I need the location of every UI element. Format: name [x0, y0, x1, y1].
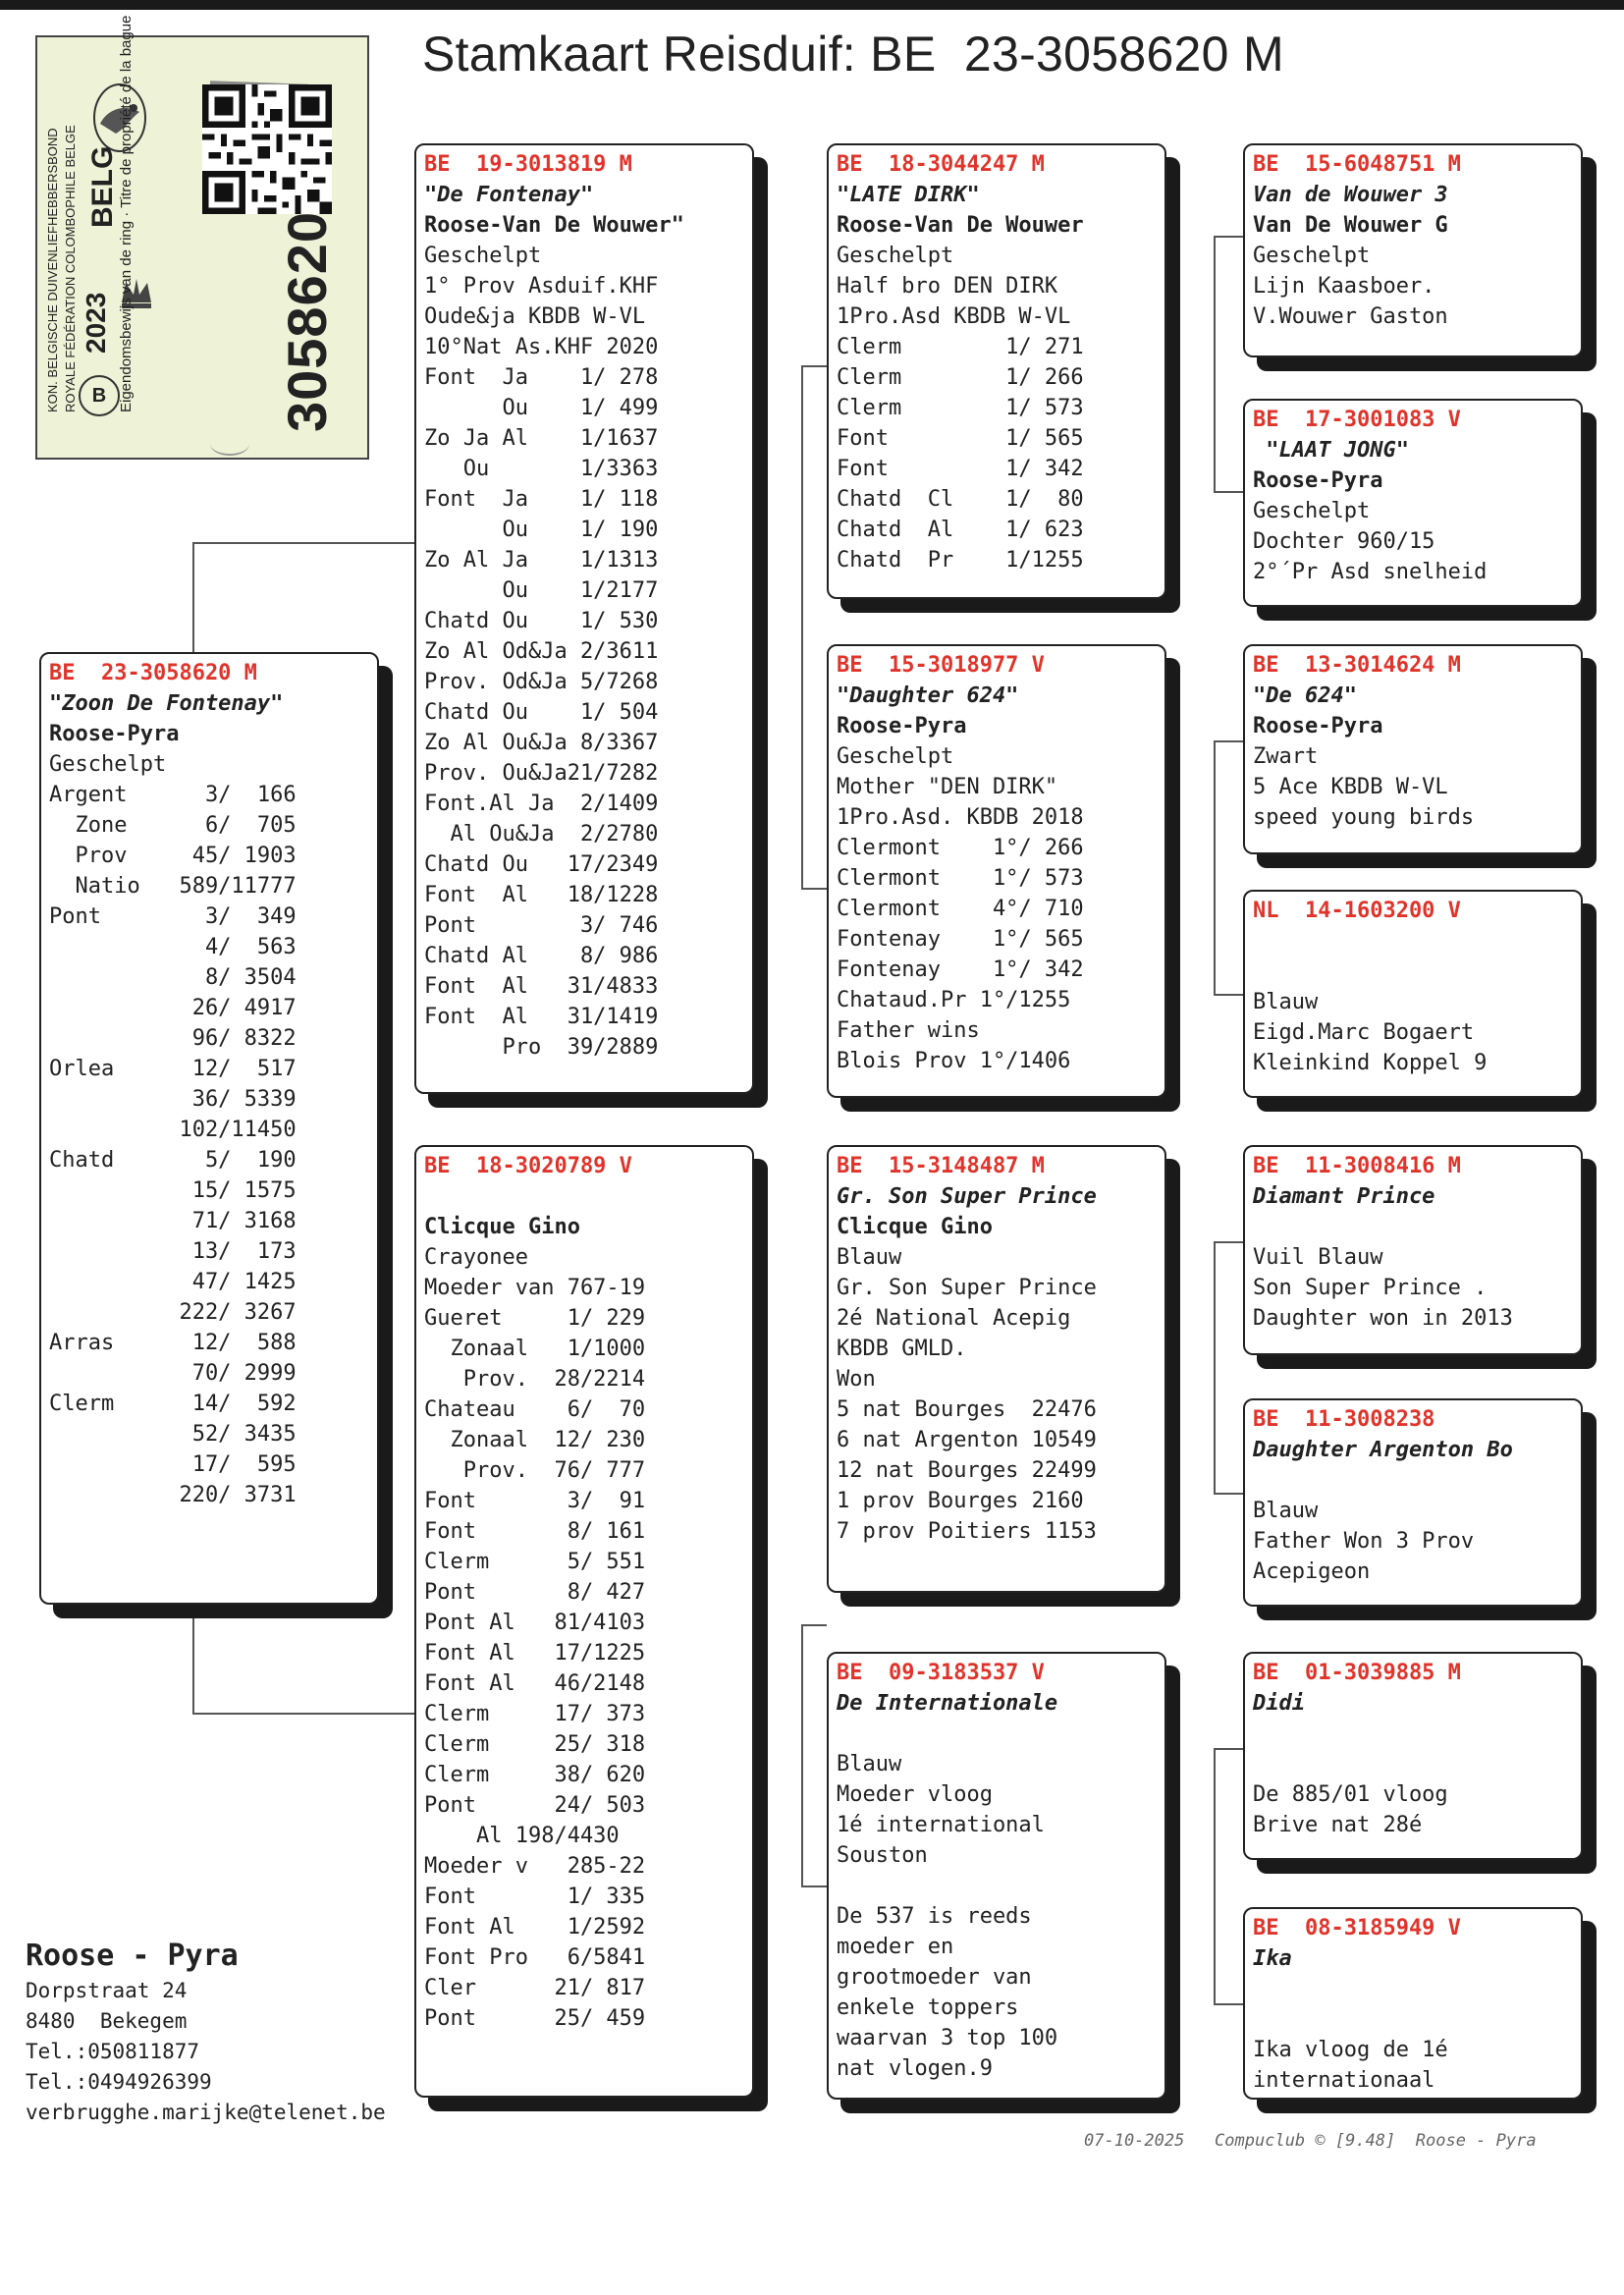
- ring-number: BE 13-3014624 M: [1253, 653, 1461, 678]
- info-line: Mother "DEN DIRK": [837, 775, 1058, 799]
- info-line: Zone 6/ 705: [49, 813, 297, 838]
- info-line: Blauw: [837, 1752, 902, 1776]
- info-line: 15/ 1575: [49, 1178, 297, 1203]
- info-line: Font 1/ 342: [837, 457, 1084, 481]
- info-line: 1é international: [837, 1813, 1045, 1837]
- info-line: Prov. Od&Ja 5/7268: [424, 670, 659, 694]
- info-line: Chateau 6/ 70: [424, 1397, 646, 1422]
- info-line: Clerm 38/ 620: [424, 1763, 646, 1787]
- info-line: Ou 1/ 190: [424, 518, 659, 542]
- info-line: 8/ 3504: [49, 965, 297, 990]
- info-line: Geschelpt: [49, 752, 167, 777]
- info-line: Chataud.Pr 1°/1255: [837, 988, 1071, 1012]
- pigeon-name: Van de Wouwer 3: [1253, 183, 1448, 207]
- top-border: [0, 0, 1624, 10]
- info-line: Font Ja 1/ 278: [424, 365, 659, 390]
- info-line: Font Al 31/1419: [424, 1005, 659, 1029]
- info-line: Zo Al Od&Ja 2/3611: [424, 639, 659, 664]
- info-line: Font Pro 6/5841: [424, 1945, 646, 1970]
- info-line: Clerm 14/ 592: [49, 1392, 297, 1416]
- info-line: Font Al 46/2148: [424, 1671, 646, 1696]
- connector: [1214, 994, 1243, 996]
- info-line: 10°Nat As.KHF 2020: [424, 335, 659, 359]
- connector: [1214, 1748, 1216, 2005]
- info-line: Zonaal 1/1000: [424, 1337, 646, 1361]
- info-line: Font Al 31/4833: [424, 974, 659, 999]
- info-line: [1253, 1212, 1581, 1242]
- info-line: moeder en: [837, 1935, 954, 1959]
- connector: [801, 1624, 827, 1626]
- pigeon-name: "LAAT JONG": [1253, 438, 1409, 463]
- info-line: Pont 8/ 427: [424, 1580, 646, 1605]
- info-line: Chatd 5/ 190: [49, 1148, 297, 1173]
- info-line: Ou 1/3363: [424, 457, 659, 481]
- info-line: Moeder vloog: [837, 1782, 993, 1807]
- pedigree-card-subject[interactable]: [39, 652, 379, 1605]
- pedigree-card-ggm-2[interactable]: [1243, 890, 1583, 1098]
- info-line: Clerm 1/ 266: [837, 365, 1084, 390]
- pedigree-card-paternal-grandmother[interactable]: [827, 644, 1166, 1098]
- connector: [192, 1603, 194, 1715]
- info-line: Orlea 12/ 517: [49, 1057, 297, 1081]
- info-line: [837, 1871, 1164, 1901]
- info-line: internationaal: [1253, 2068, 1435, 2093]
- pigeon-name: Roose-Pyra: [1253, 714, 1383, 738]
- pedigree-card-maternal-grandfather[interactable]: [827, 1145, 1166, 1593]
- info-line: Half bro DEN DIRK: [837, 274, 1058, 299]
- pigeon-name: "Daughter 624": [837, 683, 1019, 708]
- info-line: [1253, 926, 1581, 956]
- info-line: Moeder van 767-19: [424, 1276, 646, 1300]
- connector: [801, 1885, 827, 1887]
- ring-number: BE 18-3044247 M: [837, 152, 1045, 177]
- pedigree-card-ggm-4[interactable]: [1243, 1907, 1583, 2100]
- pedigree-card-ggf-2[interactable]: [1243, 644, 1583, 854]
- pedigree-card-ggm-1[interactable]: [1243, 399, 1583, 607]
- pigeon-name: Clicque Gino: [837, 1215, 993, 1239]
- info-line: 6 nat Argenton 10549: [837, 1428, 1097, 1452]
- info-line: Blauw: [837, 1245, 902, 1270]
- ring-number: BE 08-3185949 V: [1253, 1916, 1461, 1940]
- info-line: [1253, 956, 1581, 987]
- info-line: Prov. Ou&Ja21/7282: [424, 761, 659, 786]
- connector: [1214, 1493, 1243, 1495]
- info-line: Pro 39/2889: [424, 1035, 659, 1060]
- connector: [1214, 236, 1243, 238]
- info-line: 13/ 173: [49, 1239, 297, 1264]
- info-line: Font Al 17/1225: [424, 1641, 646, 1666]
- pigeon-name: Didi: [1253, 1691, 1305, 1716]
- info-line: Gueret 1/ 229: [424, 1306, 646, 1331]
- info-line: 12 nat Bourges 22499: [837, 1458, 1097, 1483]
- owner-name: Roose - Pyra: [26, 1939, 239, 1973]
- connector: [1214, 236, 1216, 493]
- info-line: 71/ 3168: [49, 1209, 297, 1233]
- info-line: Pont 24/ 503: [424, 1793, 646, 1818]
- info-line: Zo Ja Al 1/1637: [424, 426, 659, 451]
- info-line: Cler 21/ 817: [424, 1976, 646, 2000]
- info-line: [1253, 1749, 1581, 1779]
- info-line: Gr. Son Super Prince: [837, 1276, 1097, 1300]
- info-line: Vuil Blauw: [1253, 1245, 1383, 1270]
- ring-number: BE 15-3148487 M: [837, 1154, 1045, 1178]
- info-line: 2°´Pr Asd snelheid: [1253, 560, 1488, 584]
- info-line: Zwart: [1253, 744, 1319, 769]
- info-line: Lijn Kaasboer.: [1253, 274, 1435, 299]
- connector: [192, 1713, 414, 1715]
- info-line: Clermont 1°/ 266: [837, 836, 1084, 860]
- info-line: Clerm 1/ 573: [837, 396, 1084, 420]
- ring-number: BE 09-3183537 V: [837, 1661, 1045, 1685]
- info-line: Souston: [837, 1843, 928, 1868]
- info-line: Font 3/ 91: [424, 1489, 646, 1513]
- pigeon-name: Roose-Van De Wouwer: [837, 213, 1084, 238]
- info-line: Clermont 4°/ 710: [837, 897, 1084, 921]
- info-line: De 537 is reeds: [837, 1904, 1032, 1929]
- connector: [1214, 1241, 1243, 1243]
- pigeon-name: Gr. Son Super Prince: [837, 1184, 1097, 1209]
- info-line: 1Pro.Asd. KBDB 2018: [837, 805, 1084, 830]
- info-line: Clermont 1°/ 573: [837, 866, 1084, 891]
- info-line: Font 8/ 161: [424, 1519, 646, 1544]
- connector: [801, 365, 803, 890]
- info-line: 52/ 3435: [49, 1422, 297, 1447]
- ring-number: BE 19-3013819 M: [424, 152, 632, 177]
- info-line: Chatd Pr 1/1255: [837, 548, 1084, 573]
- footer-credit: 07-10-2025 Compuclub © [9.48] Roose - Pyra: [1084, 2131, 1537, 2151]
- info-line: 36/ 5339: [49, 1087, 297, 1112]
- pigeon-name: Roose-Pyra: [49, 722, 180, 746]
- info-line: 1° Prov Asduif.KHF: [424, 274, 659, 299]
- info-line: Prov. 28/2214: [424, 1367, 646, 1392]
- owner-email[interactable]: verbrugghe.marijke@telenet.be: [26, 2101, 386, 2124]
- info-line: Chatd Al 8/ 986: [424, 944, 659, 968]
- ring-card-year: 2023: [81, 292, 111, 354]
- connector: [192, 542, 414, 544]
- info-line: Ou 1/2177: [424, 578, 659, 603]
- ring-number: BE 17-3001083 V: [1253, 408, 1461, 432]
- kbdb-logo-icon: B: [79, 375, 120, 416]
- owner-phone-1: Tel.:050811877: [26, 2040, 200, 2063]
- info-line: Fontenay 1°/ 342: [837, 957, 1084, 982]
- info-line: Chatd Ou 1/ 530: [424, 609, 659, 633]
- pedigree-card-ggf-4[interactable]: [1243, 1652, 1583, 1860]
- ring-card-federation-nl: KON. BELGISCHE DUIVENLIEFHEBBERSBOND: [45, 128, 60, 412]
- ring-card-country: BELG: [86, 145, 119, 228]
- info-line: Prov. 76/ 777: [424, 1458, 646, 1483]
- info-line: [1253, 1465, 1581, 1496]
- info-line: 1Pro.Asd KBDB W-VL: [837, 304, 1071, 329]
- info-line: Font 1/ 335: [424, 1885, 646, 1909]
- info-line: Daughter won in 2013: [1253, 1306, 1513, 1331]
- ring-number: BE 15-3018977 V: [837, 653, 1045, 678]
- ring-number: BE 11-3008238: [1253, 1407, 1435, 1432]
- pigeon-name: "De Fontenay": [424, 183, 594, 207]
- info-line: Natio 589/11777: [49, 874, 297, 899]
- info-line: Blauw: [1253, 1499, 1319, 1523]
- info-line: Font Al 18/1228: [424, 883, 659, 907]
- info-line: Chatd Ou 17/2349: [424, 852, 659, 877]
- info-line: Al 198/4430: [424, 1824, 620, 1848]
- pigeon-name: Roose-Van De Wouwer": [424, 213, 684, 238]
- info-line: Argent 3/ 166: [49, 783, 297, 807]
- info-line: Font Al 1/2592: [424, 1915, 646, 1940]
- pigeon-name: Diamant Prince: [1253, 1184, 1435, 1209]
- pedigree-card-maternal-grandmother[interactable]: [827, 1652, 1166, 2100]
- info-line: nat vlogen.9: [837, 2056, 993, 2081]
- info-line: Prov 45/ 1903: [49, 844, 297, 868]
- info-line: [1253, 2004, 1581, 2035]
- info-line: waarvan 3 top 100: [837, 2026, 1058, 2050]
- info-line: Zo Al Ja 1/1313: [424, 548, 659, 573]
- info-line: 5 nat Bourges 22476: [837, 1397, 1097, 1422]
- pigeon-name: "De 624": [1253, 683, 1357, 708]
- connector: [801, 365, 827, 367]
- pigeon-name: Clicque Gino: [424, 1215, 580, 1239]
- info-line: Al Ou&Ja 2/2780: [424, 822, 659, 847]
- info-line: Font.Al Ja 2/1409: [424, 792, 659, 816]
- ring-number: NL 14-1603200 V: [1253, 899, 1461, 923]
- pigeon-name: Roose-Pyra: [837, 714, 967, 738]
- info-line: Father wins: [837, 1018, 980, 1043]
- connector: [801, 888, 827, 890]
- info-line: Brive nat 28é: [1253, 1813, 1423, 1837]
- pigeon-name: "LATE DIRK": [837, 183, 980, 207]
- info-line: Zo Al Ou&Ja 8/3367: [424, 731, 659, 755]
- info-line: 4/ 563: [49, 935, 297, 959]
- info-line: 2é National Acepig: [837, 1306, 1071, 1331]
- owner-block: [26, 1937, 386, 2128]
- ring-number: BE 18-3020789 V: [424, 1154, 632, 1178]
- connector: [192, 542, 194, 654]
- info-line: 96/ 8322: [49, 1026, 297, 1051]
- info-line: Pont 3/ 349: [49, 904, 297, 929]
- info-line: Eigd.Marc Bogaert: [1253, 1020, 1475, 1045]
- info-line: Blauw: [1253, 990, 1319, 1014]
- info-line: Ou 1/ 499: [424, 396, 659, 420]
- info-line: Clerm 5/ 551: [424, 1550, 646, 1574]
- info-line: 7 prov Poitiers 1153: [837, 1519, 1097, 1544]
- info-line: Geschelpt: [837, 744, 954, 769]
- ring-number: BE 01-3039885 M: [1253, 1661, 1461, 1685]
- info-line: 1 prov Bourges 2160: [837, 1489, 1084, 1513]
- info-line: Pont 3/ 746: [424, 913, 659, 938]
- info-line: Oude&ja KBDB W-VL: [424, 304, 646, 329]
- info-line: Zonaal 12/ 230: [424, 1428, 646, 1452]
- connector: [1214, 740, 1216, 996]
- ring-number: BE 23-3058620 M: [49, 661, 257, 685]
- info-line: Font 1/ 565: [837, 426, 1084, 451]
- connector: [801, 1624, 803, 1887]
- owner-street: Dorpstraat 24: [26, 1979, 188, 2002]
- pedigree-card-ggm-3[interactable]: [1243, 1398, 1583, 1607]
- info-line: enkele toppers: [837, 1995, 1019, 2020]
- info-line: Clerm 17/ 373: [424, 1702, 646, 1726]
- info-line: [837, 1719, 1164, 1749]
- info-line: Dochter 960/15: [1253, 529, 1435, 554]
- pigeon-name: Roose-Pyra: [1253, 468, 1383, 493]
- qr-code-icon: [202, 84, 332, 214]
- info-line: Fontenay 1°/ 565: [837, 927, 1084, 952]
- pigeon-name: Van De Wouwer G: [1253, 213, 1448, 238]
- ring-number: BE 11-3008416 M: [1253, 1154, 1461, 1178]
- info-line: Font Ja 1/ 118: [424, 487, 659, 512]
- ring-card-property: Eigendomsbewijs van de ring · Titre de propriété de la bague: [118, 15, 135, 412]
- info-line: Pont Al 81/4103: [424, 1611, 646, 1635]
- ring-card-number: 3058620: [276, 210, 338, 432]
- info-line: Acepigeon: [1253, 1559, 1371, 1584]
- info-line: KBDB GMLD.: [837, 1337, 967, 1361]
- pigeon-name: De Internationale: [837, 1691, 1058, 1716]
- connector: [1214, 1241, 1216, 1495]
- info-line: grootmoeder van: [837, 1965, 1032, 1990]
- info-line: 70/ 2999: [49, 1361, 297, 1386]
- pedigree-card-paternal-grandfather[interactable]: [827, 143, 1166, 599]
- info-line: [424, 1181, 752, 1212]
- card-arc: [210, 432, 249, 456]
- info-line: Chatd Ou 1/ 504: [424, 700, 659, 725]
- info-line: 5 Ace KBDB W-VL: [1253, 775, 1448, 799]
- pigeon-name: Ika: [1253, 1946, 1292, 1971]
- connector: [1214, 2003, 1243, 2005]
- info-line: Chatd Cl 1/ 80: [837, 487, 1084, 512]
- info-line: Won: [837, 1367, 876, 1392]
- pigeon-name: "Zoon De Fontenay": [49, 691, 284, 716]
- info-line: Pont 25/ 459: [424, 2006, 646, 2031]
- info-line: Geschelpt: [1253, 499, 1371, 523]
- info-line: Clerm 1/ 271: [837, 335, 1084, 359]
- info-line: V.Wouwer Gaston: [1253, 304, 1448, 329]
- info-line: [1253, 1719, 1581, 1749]
- info-line: Son Super Prince .: [1253, 1276, 1488, 1300]
- info-line: Geschelpt: [1253, 244, 1371, 268]
- info-line: De 885/01 vloog: [1253, 1782, 1448, 1807]
- info-line: Kleinkind Koppel 9: [1253, 1051, 1488, 1075]
- info-line: Blois Prov 1°/1406: [837, 1049, 1071, 1073]
- pigeon-name: Daughter Argenton Bo: [1253, 1438, 1513, 1462]
- owner-phone-2: Tel.:0494926399: [26, 2070, 212, 2094]
- info-line: speed young birds: [1253, 805, 1475, 830]
- page-title: Stamkaart Reisduif: BE 23-3058620 M: [422, 27, 1284, 82]
- info-line: [1253, 1974, 1581, 2004]
- info-line: Geschelpt: [837, 244, 954, 268]
- info-line: 26/ 4917: [49, 996, 297, 1020]
- info-line: 102/11450: [49, 1118, 297, 1142]
- info-line: Arras 12/ 588: [49, 1331, 297, 1355]
- pedigree-card-father[interactable]: [414, 143, 754, 1094]
- info-line: 47/ 1425: [49, 1270, 297, 1294]
- info-line: 222/ 3267: [49, 1300, 297, 1325]
- pedigree-card-ggf-3[interactable]: [1243, 1145, 1583, 1355]
- info-line: Moeder v 285-22: [424, 1854, 646, 1879]
- info-line: 17/ 595: [49, 1452, 297, 1477]
- connector: [1214, 491, 1243, 493]
- info-line: 220/ 3731: [49, 1483, 297, 1507]
- pedigree-card-ggf-1[interactable]: [1243, 143, 1583, 357]
- ring-number: BE 15-6048751 M: [1253, 152, 1461, 177]
- ring-card-federation-fr: ROYALE FÉDÉRATION COLOMBOPHILE BELGE: [63, 125, 78, 412]
- info-line: Geschelpt: [424, 244, 542, 268]
- owner-city: 8480 Bekegem: [26, 2009, 188, 2033]
- info-line: Ika vloog de 1é: [1253, 2038, 1448, 2062]
- pedigree-card-mother[interactable]: [414, 1145, 754, 2098]
- connector: [1214, 740, 1243, 742]
- info-line: Crayonee: [424, 1245, 528, 1270]
- info-line: Chatd Al 1/ 623: [837, 518, 1084, 542]
- info-line: Clerm 25/ 318: [424, 1732, 646, 1757]
- connector: [1214, 1748, 1243, 1750]
- info-line: Father Won 3 Prov: [1253, 1529, 1475, 1554]
